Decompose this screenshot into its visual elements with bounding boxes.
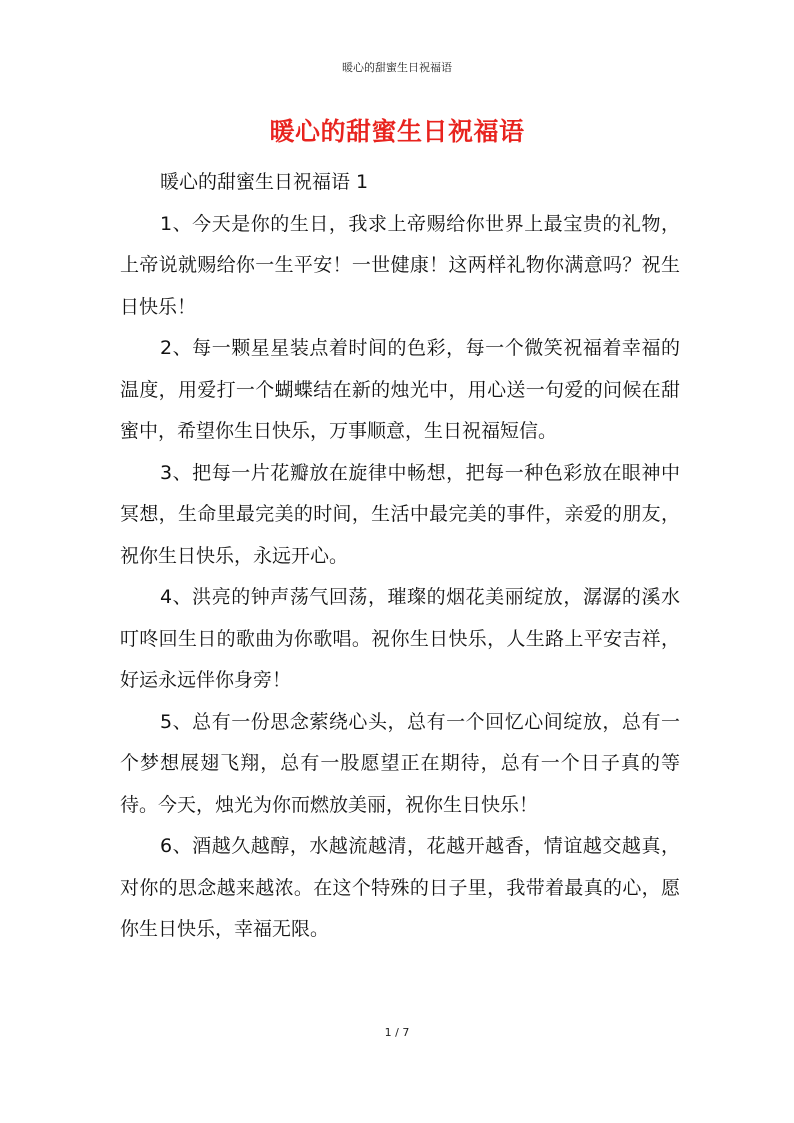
section-heading: 暖心的甜蜜生日祝福语 1 [160,171,369,193]
paragraph-4: 4、洪亮的钟声荡气回荡，璀璨的烟花美丽绽放，潺潺的溪水叮咚回生日的歌曲为你歌唱。祝你生日快乐，人生路上平安吉祥，好运永远伴你身旁！ [120,586,680,691]
paragraph-5: 5、总有一份思念萦绕心头，总有一个回忆心间绽放，总有一个梦想展翅飞翔，总有一股愿望正在期待，总有一个日子真的等待。今天，烛光为你而燃放美丽，祝你生日快乐！ [120,710,680,816]
paragraph-3: 3、把每一片花瓣放在旋律中畅想，把每一种色彩放在眼神中冥想，生命里最完美的时间，生活中最完美的事件，亲爱的朋友，祝你生日快乐，永远开心。 [120,461,680,567]
document-title: 暖心的甜蜜生日祝福语 [269,117,525,146]
paragraph-2: 2、每一颗星星装点着时间的色彩，每一个微笑祝福着幸福的温度，用爱打一个蝴蝶结在新的烛光中，用心送一句爱的问候在甜蜜中，希望你生日快乐，万事顺意，生日祝福短信。 [120,337,680,442]
paragraph-6: 6、酒越久越醇，水越流越清，花越开越香，情谊越交越真，对你的思念越来越浓。在这个特殊的日子里，我带着最真的心，愿你生日快乐，幸福无限。 [120,835,680,940]
document-body [120,162,680,951]
page-number: 1 / 7 [384,1026,410,1039]
paragraph-1: 1、今天是你的生日，我求上帝赐给你世界上最宝贵的礼物，上帝说就赐给你一生平安！一世健康！这两样礼物你满意吗？祝生日快乐！ [120,212,680,318]
running-header: 暖心的甜蜜生日祝福语 [342,61,452,74]
